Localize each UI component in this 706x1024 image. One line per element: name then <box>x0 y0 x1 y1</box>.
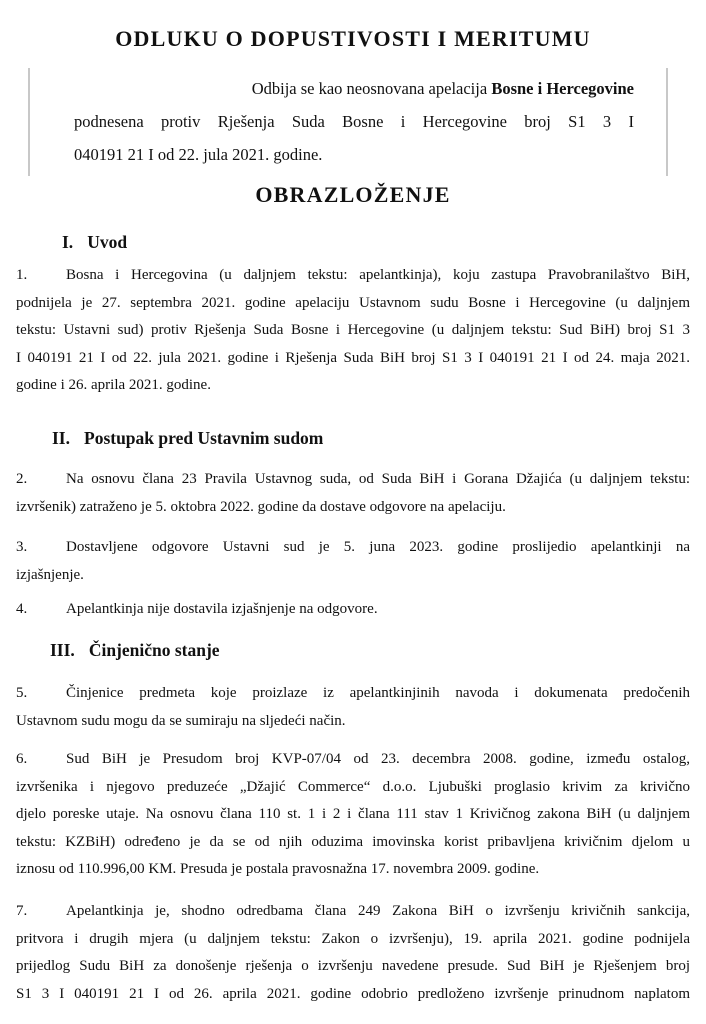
paragraph-5: 5. Činjenice predmeta koje proizlaze iz apelantkinjinih navoda i dokumenata predočenih Ustavnom sudu mogu da se sumiraju na sljedeći način. <box>16 685 690 729</box>
decision-block <box>28 68 668 176</box>
decision-line-1 <box>74 72 634 105</box>
paragraph-7: 7. Apelantkinja je, shodno odredbama člana 249 Zakona BiH o izvršenju krivičnih sankcija, pritvora i drugih mjera (u daljnjem tekstu: Zakon o izvršenju), 19. aprila 2021. godine podnijela prijedlog Sudu BiH za donošenje rješenja o izvršenju navedene presude. Sud BiH je Rješenjem broj S1 3 I 040191 21 I od 26. aprila 2021. godine odobrio predloženo izvršenje prinudnom naplatom <box>16 903 690 1002</box>
document-title: ODLUKU O DOPUSTIVOSTI I MERITUMU <box>115 26 591 51</box>
paragraph-2: 2. Na osnovu člana 23 Pravila Ustavnog suda, od Suda BiH i Gorana Džajića (u daljnjem tekstu: izvršenik) zatraženo je 5. oktobra 2022. godine da dostave odgovore na apelaciju. <box>16 471 690 515</box>
paragraph-1: 1. Bosna i Hercegovina (u daljnjem tekstu: apelantkinja), koju zastupa Pravobranilaštvo BiH, podnijela je 27. septembra 2021. godine apelaciju Ustavnom sudu Bosne i Hercegovine (u daljnjem tekstu: Ustavni sud) protiv Rješenja Suda Bosne i Hercegovine (u daljnjem tekstu: Sud BiH) broj S1 3 I 040191 21 I od 22. jula 2021. godine i Rješenja Suda BiH broj S1 3 I 040191 21 I od 24. maja 2021. godine i 26. aprila 2021. godine. <box>16 267 690 393</box>
decision-party: Bosne i Hercegovine <box>491 79 634 98</box>
paragraph-3: 3. Dostavljene odgovore Ustavni sud je 5. juna 2023. godine proslijedio apelantkinji na izjašnjenje. <box>16 539 690 583</box>
section-heading-3: III. Činjenično stanje <box>50 640 220 660</box>
section-heading-2: II. Postupak pred Ustavnim sudom <box>52 428 324 448</box>
section-heading-1: I. Uvod <box>62 232 128 252</box>
decision-line-3: 040191 21 I od 22. jula 2021. godine. <box>74 145 323 164</box>
reasoning-heading: OBRAZLOŽENJE <box>255 182 451 207</box>
paragraph-6: 6. Sud BiH je Presudom broj KVP-07/04 od 23. decembra 2008. godine, između ostalog, izvršenika i njegovo preduzeće „Džajić Commerce“ d.o.o. Ljubuški proglasio krivim za krivično djelo poreske utaje. Na osnovu člana 110 st. 1 i 2 i člana 111 stav 1 Krivičnog zakona BiH (u daljnjem tekstu: KZBiH) određeno je da se od njih oduzima imovinska korist pribavljena krivičnim djelom u iznosu od 110.996,00 KM. Presuda je postala pravosnažna 17. novembra 2009. godine. <box>16 751 690 877</box>
decision-text-a: Odbija se kao neosnovana apelacija <box>251 79 488 98</box>
paragraph-4: 4. Apelantkinja nije dostavila izjašnjenje na odgovore. <box>16 601 378 617</box>
decision-line-2: podnesena protiv Rješenja Suda Bosne i Hercegovine broj S1 3 I <box>74 112 634 131</box>
